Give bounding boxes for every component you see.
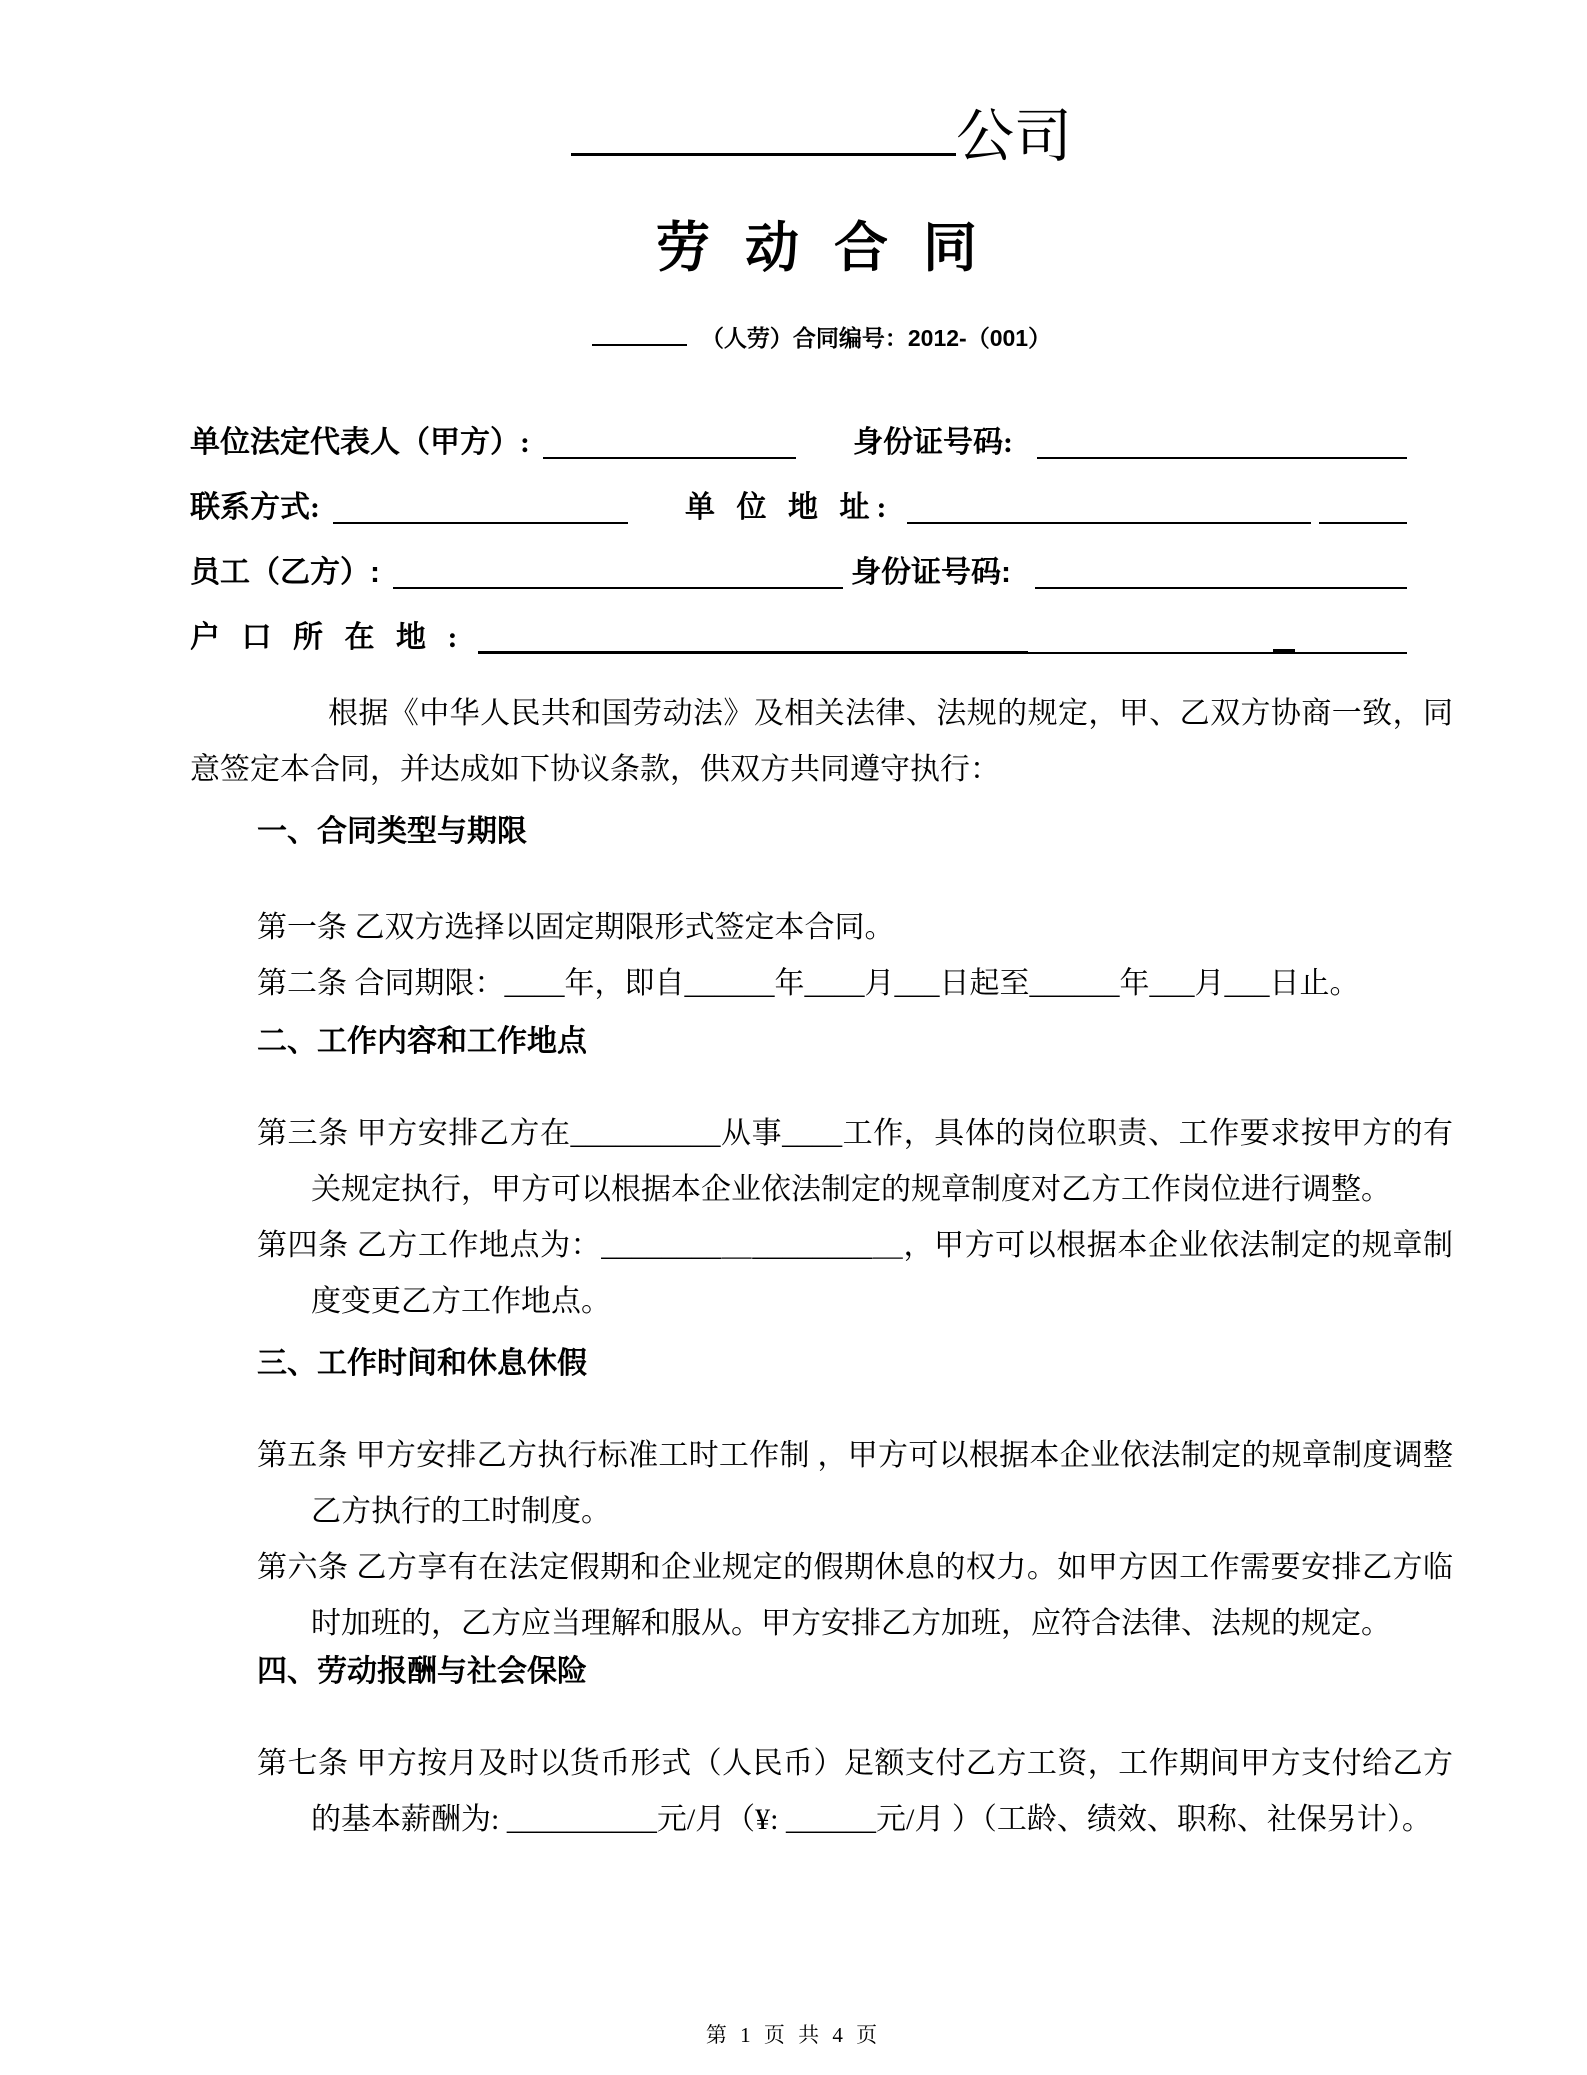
legal-representative-label: 单位法定代表人（甲方）: (190, 426, 530, 459)
intro-paragraph: 根据《中华人民共和国劳动法》及相关法律、法规的规定，甲、乙双方协商一致，同意签定本合同，并达成如下协议条款，供双方共同遵守执行： (190, 697, 1453, 786)
party-info-block (190, 419, 1453, 656)
clause-2: 第二条 合同期限：____年，即自______年____月___日起至______年___月___日止。 (257, 967, 1360, 1000)
residence-blank-thin[interactable] (1028, 643, 1273, 654)
clause-6: 第六条 乙方享有在法定假期和企业规定的假期休息的权力。如甲方因工作需要安排乙方临时加班的，乙方应当理解和服从。甲方安排乙方加班，应符合法律、法规的规定。 (257, 1551, 1453, 1640)
clause-7: 第七条 甲方按月及时以货币形式（人民币）足额支付乙方工资，工作期间甲方支付给乙方的基本薪酬为: __________元/月（¥: ______元/月 ）（工龄、绩效、职称、社保另计）。 (257, 1747, 1453, 1836)
section-heading-4: 四、劳动报酬与社会保险 (257, 1655, 587, 1688)
employee-label: 员工（乙方）: (190, 556, 380, 589)
legal-representative-blank[interactable] (543, 448, 796, 459)
section-heading-2: 二、工作内容和工作地点 (257, 1025, 587, 1058)
clause-1: 第一条 乙双方选择以固定期限形式签定本合同。 (257, 911, 895, 944)
company-address-blank-short[interactable] (1319, 513, 1407, 524)
company-address-blank[interactable] (907, 513, 1312, 524)
contact-line (190, 484, 1407, 526)
employee-id-label: 身份证号码: (851, 556, 1011, 589)
contract-body (190, 686, 1453, 1848)
clause-3: 第三条 甲方安排乙方在__________从事____工作，具体的岗位职责、工作要求按甲方的有关规定执行，甲方可以根据本企业依法制定的规章制度对乙方工作岗位进行调整。 (257, 1117, 1453, 1206)
contact-label: 联系方式: (190, 491, 320, 524)
contract-number-blank[interactable] (592, 340, 687, 346)
residence-blank-dash[interactable] (1273, 640, 1295, 654)
residence-label: 户 口 所 在 地 : (190, 621, 465, 654)
id-number-label: 身份证号码: (853, 426, 1013, 459)
company-suffix: 公司 (955, 104, 1072, 169)
company-address-label: 单 位 地 址: (685, 491, 894, 524)
legal-representative-line (190, 419, 1407, 461)
clause-5: 第五条 甲方安排乙方执行标准工时工作制 ，甲方可以根据本企业依法制定的规章制度调整乙方执行的工时制度。 (257, 1439, 1453, 1528)
employee-line (190, 549, 1407, 591)
contract-number-line (190, 323, 1453, 353)
residence-line (190, 614, 1407, 656)
residence-blank-bold[interactable] (478, 642, 1028, 654)
page-footer: 第 1 页 共 4 页 (705, 2023, 882, 2047)
employee-id-blank[interactable] (1035, 578, 1407, 589)
id-number-blank[interactable] (1037, 448, 1407, 459)
section-heading-1: 一、合同类型与期限 (257, 815, 527, 848)
clause-4: 第四条 乙方工作地点为：________＿________＿，甲方可以根据本企业依法制定的规章制度变更乙方工作地点。 (257, 1229, 1453, 1318)
employee-blank[interactable] (393, 578, 843, 589)
company-name-blank[interactable] (571, 145, 956, 156)
section-heading-3: 三、工作时间和休息休假 (257, 1347, 587, 1380)
contract-number-label: （人劳）合同编号：2012-（001） (700, 325, 1052, 351)
contact-blank[interactable] (333, 513, 628, 524)
company-name-line (190, 93, 1453, 181)
document-header (190, 93, 1453, 353)
residence-blank-end[interactable] (1295, 643, 1408, 654)
document-title: 劳 动 合 同 (655, 218, 987, 278)
